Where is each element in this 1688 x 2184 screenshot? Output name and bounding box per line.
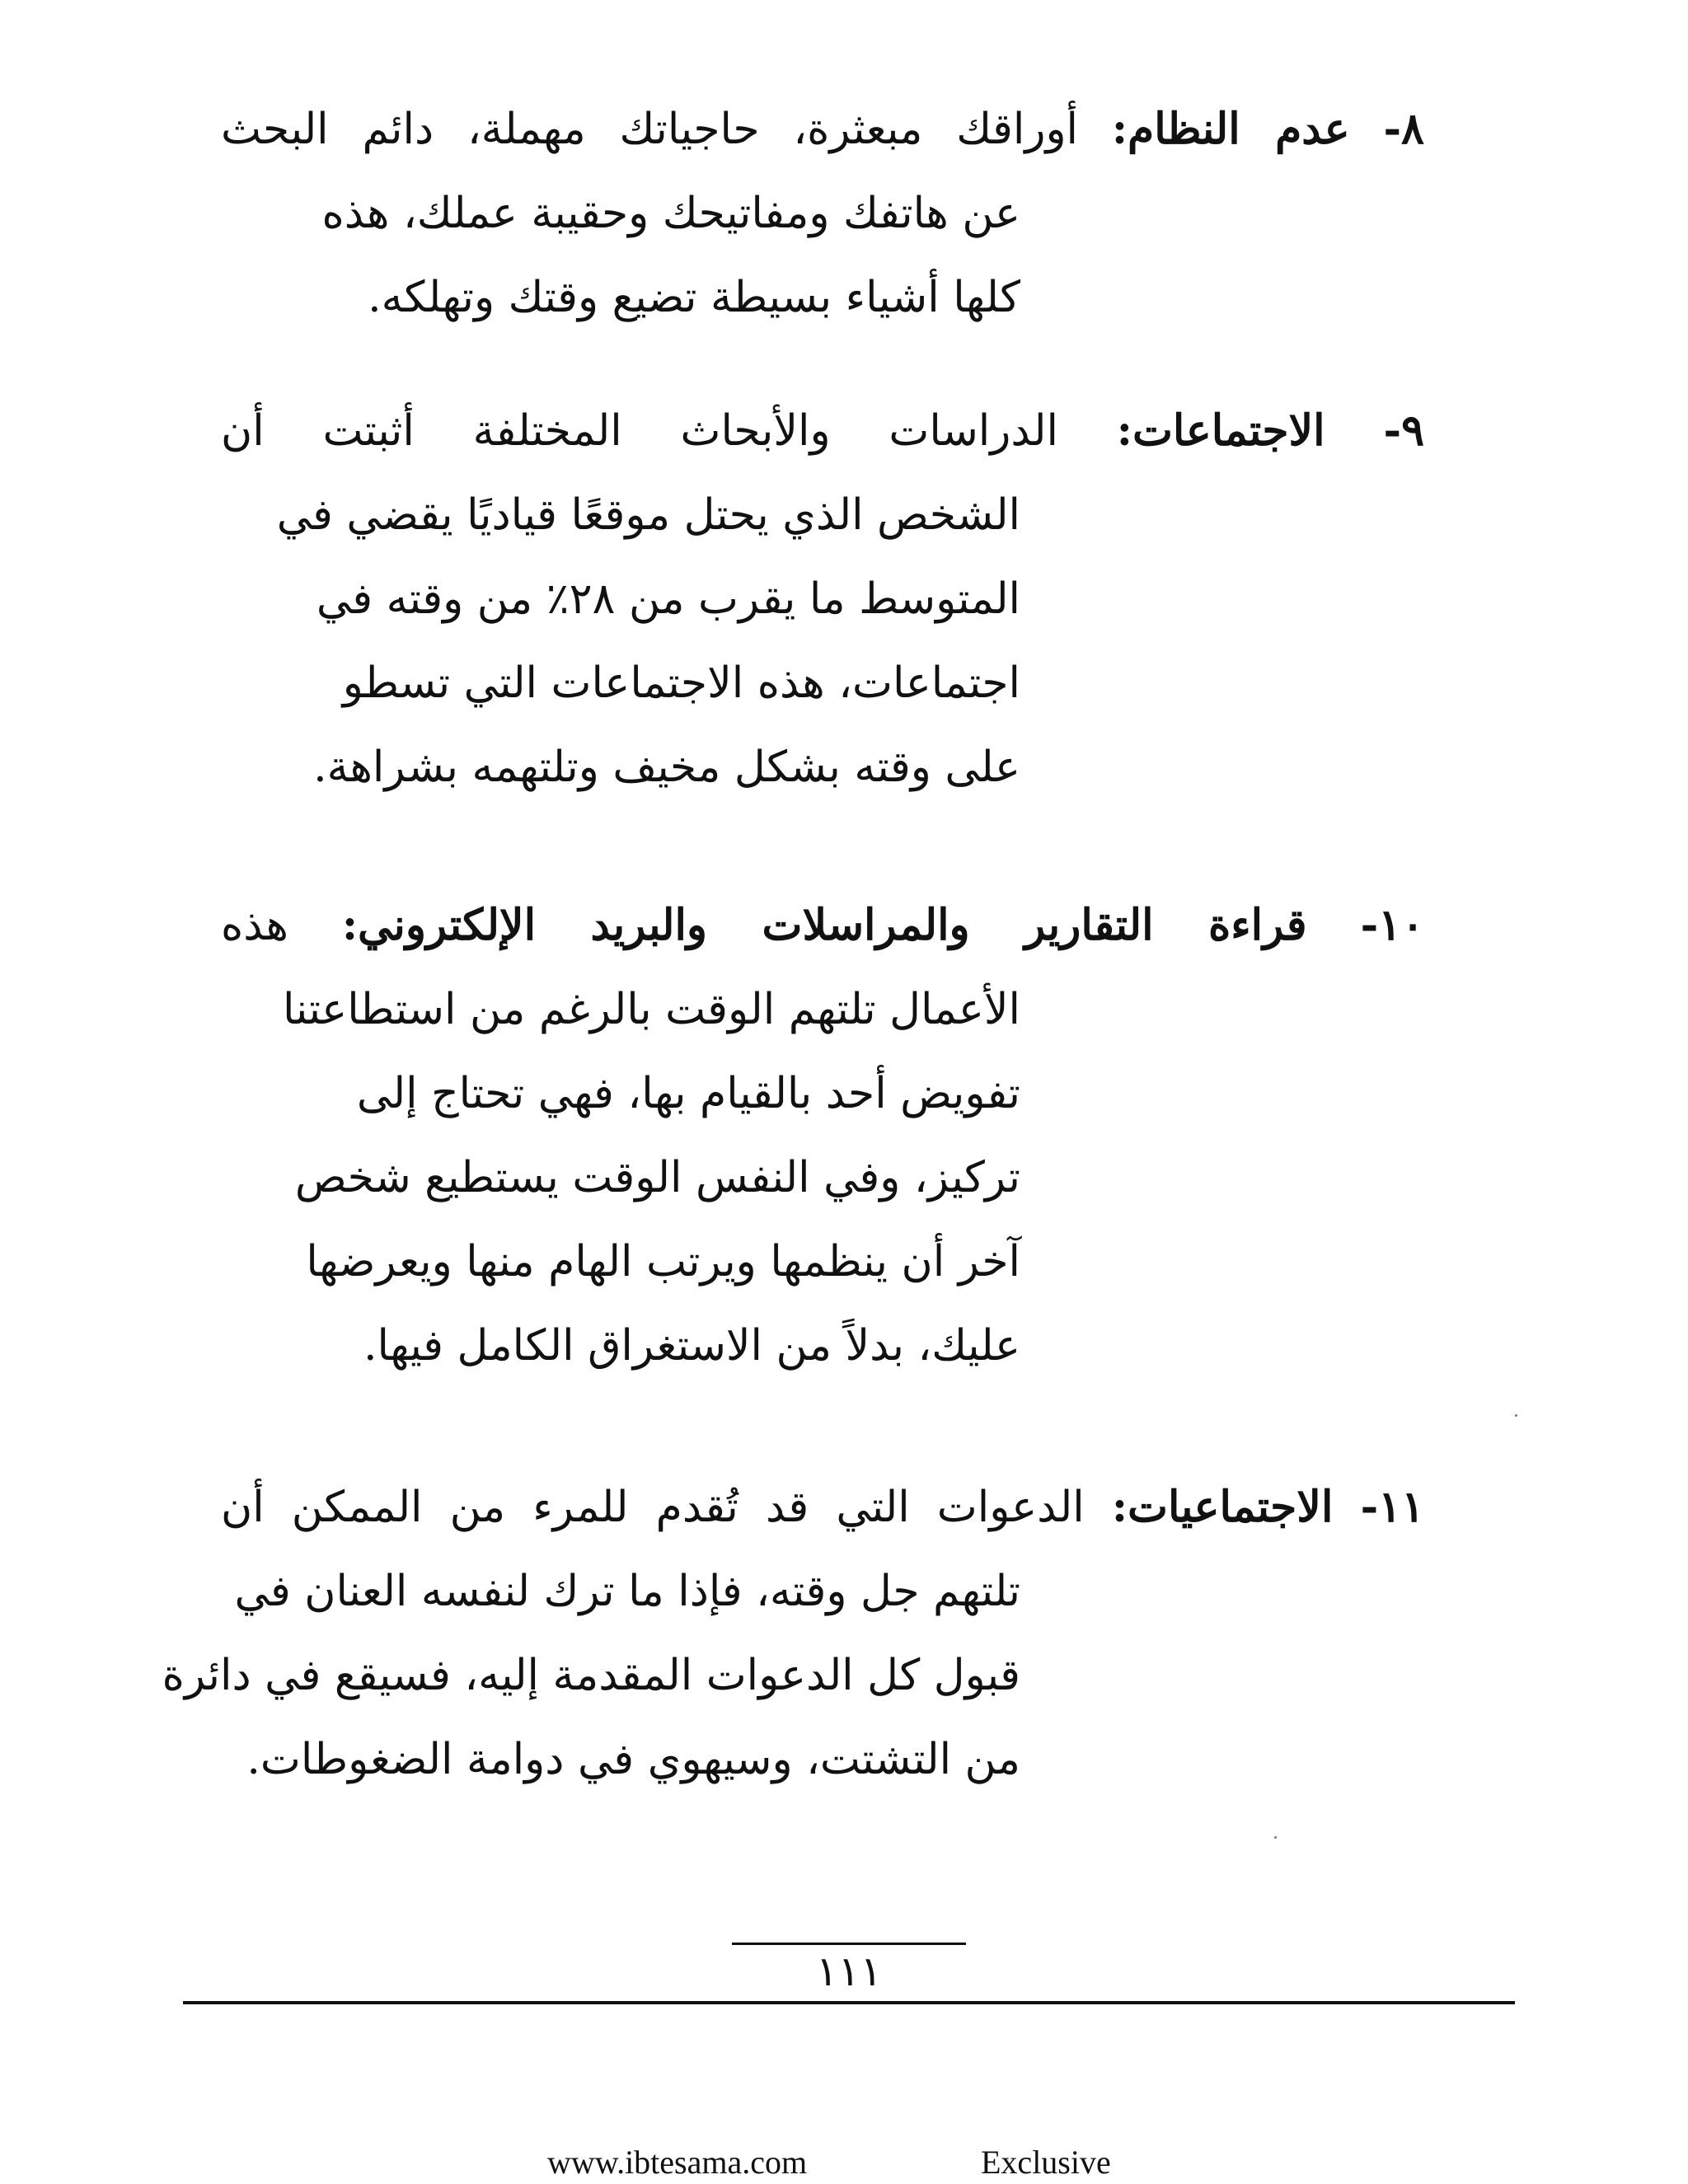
list-item-9 xyxy=(221,389,1424,809)
scan-speck xyxy=(1515,1414,1517,1417)
item-9-line-1 xyxy=(221,389,1424,473)
item-11-line-1 xyxy=(221,1465,1424,1549)
item-11-text-1: الدعوات التي قد تُقدم للمرء من الممكن أن xyxy=(221,1483,1085,1532)
item-10-line-3: تفويض أحد بالقيام بها، فهي تحتاج إلى xyxy=(356,1069,1020,1118)
item-8-heading: عدم النظام: xyxy=(1111,104,1350,154)
scan-speck xyxy=(1274,1836,1277,1839)
item-9-line-3: المتوسط ما يقرب من ٢٨٪ من وقته في xyxy=(316,574,1020,624)
page-number: ١١١ xyxy=(815,1947,883,1995)
item-9-heading: الاجتماعات: xyxy=(1116,405,1325,456)
item-10-line-1 xyxy=(221,883,1424,968)
page-bottom-rule xyxy=(183,2001,1515,2004)
footer-website: www.ibtesama.com xyxy=(547,2144,808,2181)
list-item-10 xyxy=(221,883,1424,1388)
item-8-number: ٨- xyxy=(1383,104,1424,154)
item-10-text-1: هذه xyxy=(221,901,288,950)
item-8-line-1 xyxy=(221,87,1424,171)
item-10-line-2: الأعمال تلتهم الوقت بالرغم من استطاعتنا xyxy=(282,985,1020,1034)
item-8-line-3: كلها أشياء بسيطة تضيع وقتك وتهلكه. xyxy=(368,273,1020,322)
item-11-heading: الاجتماعيات: xyxy=(1111,1482,1334,1532)
item-9-line-4: اجتماعات، هذه الاجتماعات التي تسطو xyxy=(342,658,1020,708)
footer-exclusive-label: Exclusive xyxy=(981,2144,1111,2181)
list-item-8 xyxy=(221,87,1424,340)
item-8-line-2: عن هاتفك ومفاتيحك وحقيبة عملك، هذه xyxy=(321,189,1020,238)
item-8-text-1: أوراقك مبعثرة، حاجياتك مهملة، دائم البحث xyxy=(221,105,1078,154)
item-11-number: ١١- xyxy=(1360,1482,1425,1532)
item-9-line-5: على وقته بشكل مخيف وتلتهمه بشراهة. xyxy=(313,743,1020,792)
item-11-line-4: من التشتت، وسيهوي في دوامة الضغوطات. xyxy=(246,1735,1020,1784)
item-10-line-6: عليك، بدلاً من الاستغراق الكامل فيها. xyxy=(363,1321,1020,1371)
item-9-text-1: الدراسات والأبحاث المختلفة أثبتت أن xyxy=(221,406,1058,456)
item-10-heading: قراءة التقارير والمراسلات والبريد الإلكتروني: xyxy=(341,900,1307,950)
item-10-number: ١٠- xyxy=(1360,900,1425,950)
item-10-line-4: تركيز، وفي النفس الوقت يستطيع شخص xyxy=(294,1153,1020,1202)
item-11-line-2: تلتهم جل وقته، فإذا ما ترك لنفسه العنان في xyxy=(234,1567,1020,1616)
item-11-line-3: قبول كل الدعوات المقدمة إليه، فسيقع في دائرة xyxy=(162,1651,1020,1700)
item-9-number: ٩- xyxy=(1383,405,1425,456)
item-10-line-5: آخر أن ينظمها ويرتب الهام منها ويعرضها xyxy=(306,1237,1020,1286)
item-9-line-2: الشخص الذي يحتل موقعًا قياديًا يقضي في xyxy=(276,490,1020,540)
list-item-11 xyxy=(162,1465,1425,1802)
